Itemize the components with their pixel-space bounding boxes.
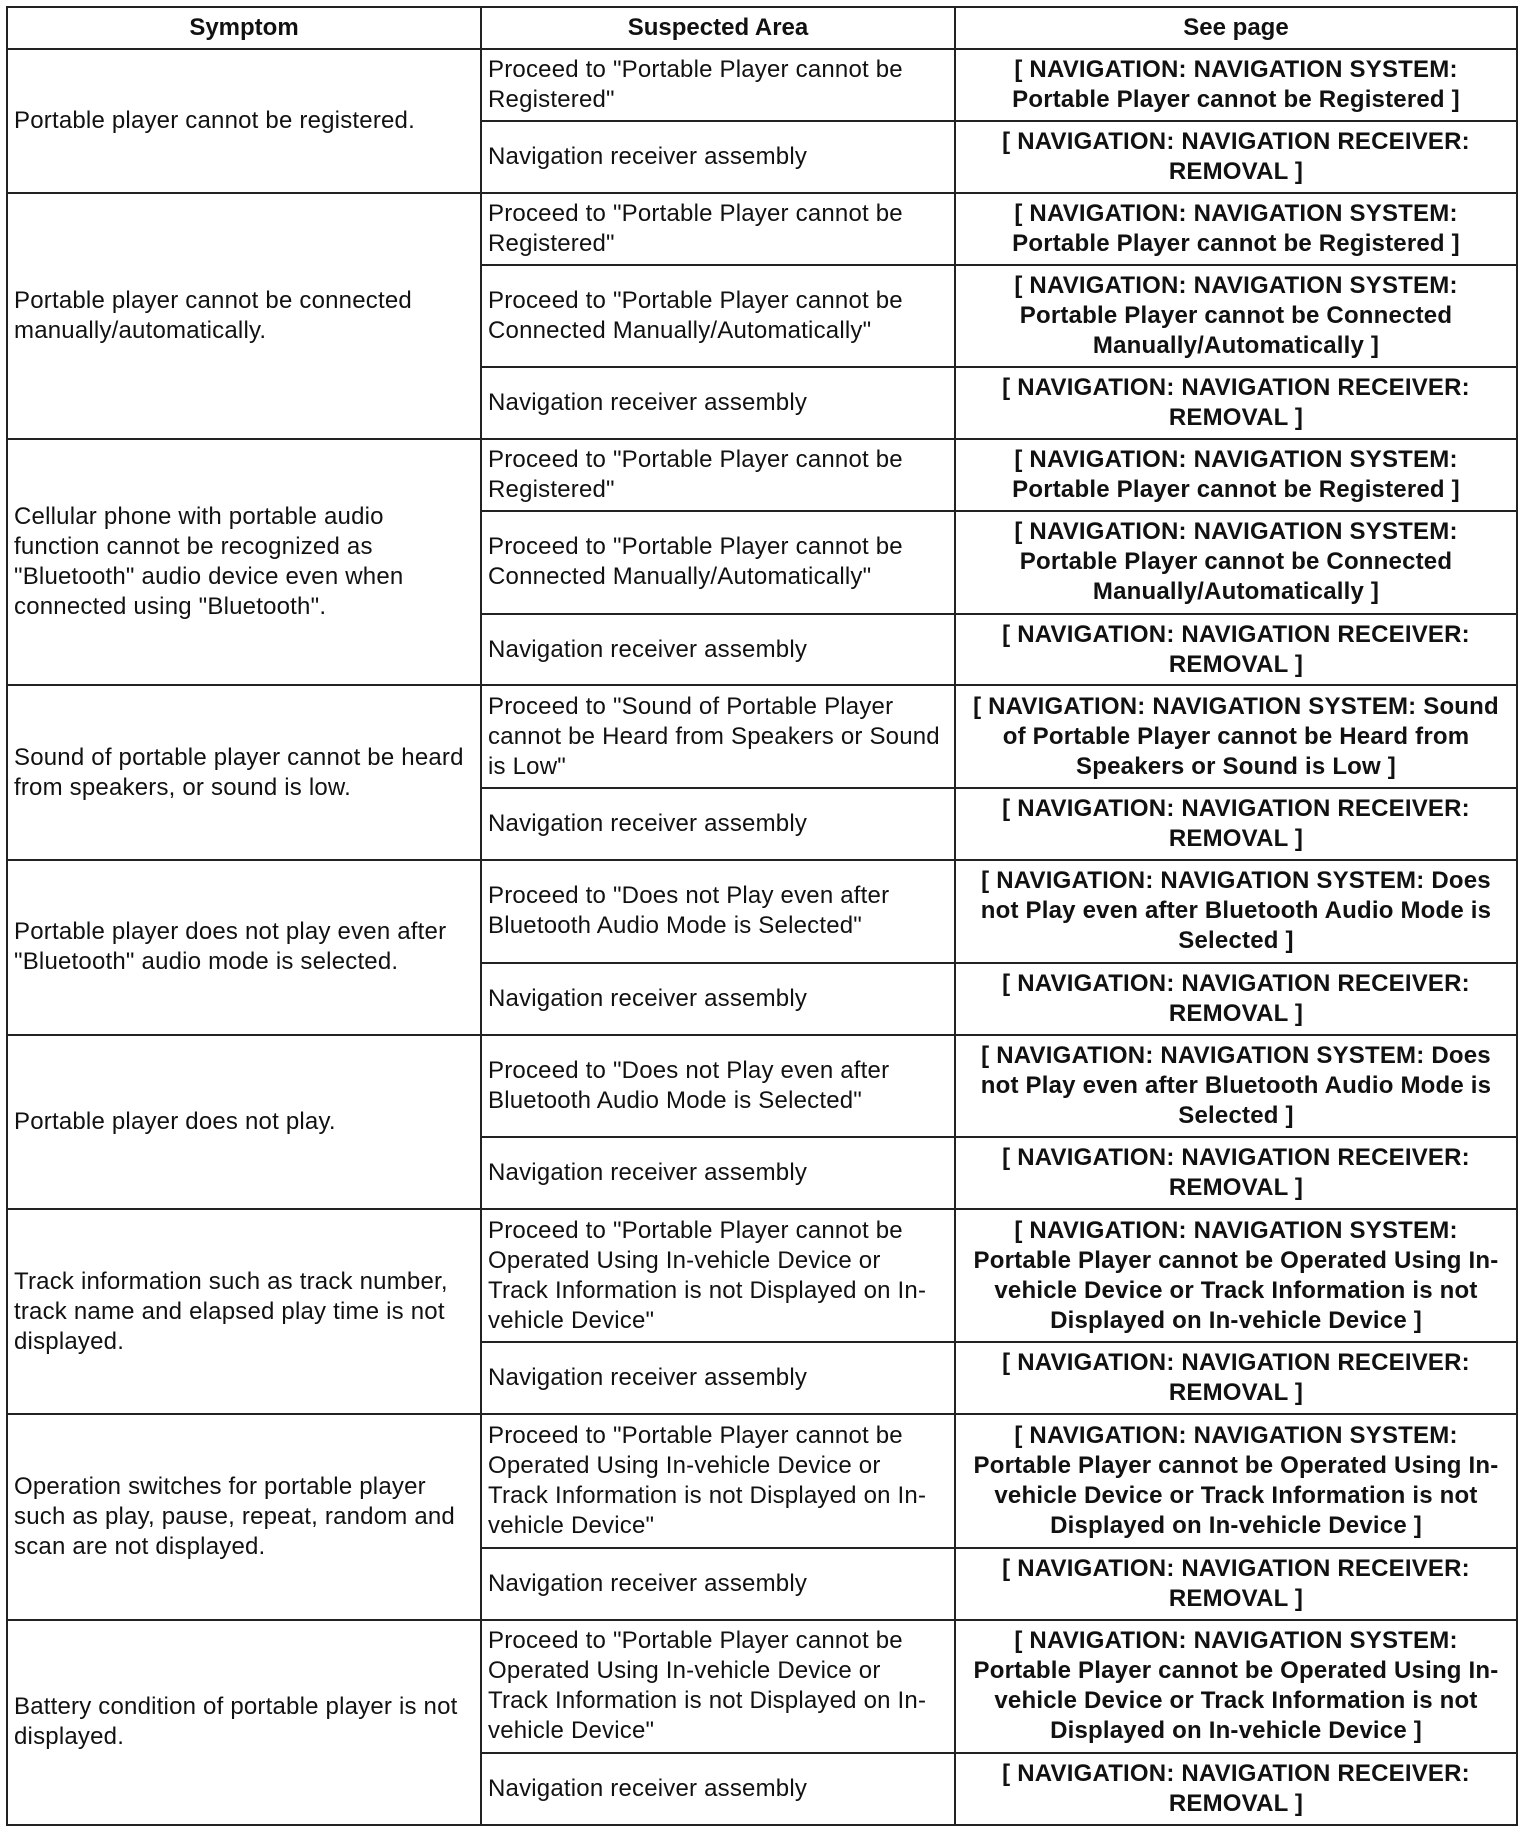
table-body [7,49,1517,1825]
see-page-link[interactable]: [ NAVIGATION: NAVIGATION SYSTEM: Does not Play even after Bluetooth Audio Mode is Selected ] [955,860,1517,963]
see-page-link[interactable]: [ NAVIGATION: NAVIGATION RECEIVER: REMOVAL ] [955,1137,1517,1209]
see-page-link[interactable]: [ NAVIGATION: NAVIGATION SYSTEM: Sound of Portable Player cannot be Heard from Speakers or Sound is Low ] [955,685,1517,788]
symptom-cell: Portable player cannot be registered. [7,49,481,193]
see-page-link[interactable]: [ NAVIGATION: NAVIGATION SYSTEM: Portable Player cannot be Connected Manually/Automatically ] [955,511,1517,614]
suspected-area-cell: Proceed to "Portable Player cannot be Connected Manually/Automatically" [481,511,955,614]
suspected-area-cell: Navigation receiver assembly [481,963,955,1035]
suspected-area-cell: Navigation receiver assembly [481,1342,955,1414]
symptom-cell: Sound of portable player cannot be heard from speakers, or sound is low. [7,685,481,860]
table-row [7,1035,1517,1138]
symptom-cell: Portable player cannot be connected manually/automatically. [7,193,481,439]
see-page-link[interactable]: [ NAVIGATION: NAVIGATION SYSTEM: Portable Player cannot be Operated Using In-vehicle Device or Track Information is not Displayed on In-vehicle Device ] [955,1414,1517,1547]
suspected-area-cell: Navigation receiver assembly [481,367,955,439]
suspected-area-cell: Navigation receiver assembly [481,1137,955,1209]
troubleshooting-sheet [6,6,1516,1826]
header-suspected-area: Suspected Area [481,7,955,49]
table-row [7,193,1517,265]
see-page-link[interactable]: [ NAVIGATION: NAVIGATION SYSTEM: Portable Player cannot be Registered ] [955,439,1517,511]
see-page-link[interactable]: [ NAVIGATION: NAVIGATION SYSTEM: Portable Player cannot be Connected Manually/Automatically ] [955,265,1517,368]
see-page-link[interactable]: [ NAVIGATION: NAVIGATION SYSTEM: Portable Player cannot be Operated Using In-vehicle Device or Track Information is not Displayed on In-vehicle Device ] [955,1209,1517,1342]
symptom-cell: Track information such as track number, track name and elapsed play time is not displayed. [7,1209,481,1414]
suspected-area-cell: Proceed to "Portable Player cannot be Connected Manually/Automatically" [481,265,955,368]
symptom-cell: Operation switches for portable player such as play, pause, repeat, random and scan are not displayed. [7,1414,481,1619]
see-page-link[interactable]: [ NAVIGATION: NAVIGATION RECEIVER: REMOVAL ] [955,367,1517,439]
table-row [7,439,1517,511]
table-row [7,1620,1517,1753]
see-page-link[interactable]: [ NAVIGATION: NAVIGATION RECEIVER: REMOVAL ] [955,1548,1517,1620]
symptom-cell: Cellular phone with portable audio function cannot be recognized as "Bluetooth" audio device even when connected using "Bluetooth". [7,439,481,685]
suspected-area-cell: Navigation receiver assembly [481,614,955,686]
see-page-link[interactable]: [ NAVIGATION: NAVIGATION RECEIVER: REMOVAL ] [955,963,1517,1035]
header-symptom: Symptom [7,7,481,49]
symptom-cell: Portable player does not play. [7,1035,481,1210]
suspected-area-cell: Proceed to "Portable Player cannot be Operated Using In-vehicle Device or Track Information is not Displayed on In-vehicle Device" [481,1209,955,1342]
see-page-link[interactable]: [ NAVIGATION: NAVIGATION RECEIVER: REMOVAL ] [955,1342,1517,1414]
suspected-area-cell: Proceed to "Portable Player cannot be Registered" [481,193,955,265]
header-see-page: See page [955,7,1517,49]
see-page-link[interactable]: [ NAVIGATION: NAVIGATION RECEIVER: REMOVAL ] [955,614,1517,686]
table-row [7,685,1517,788]
suspected-area-cell: Navigation receiver assembly [481,121,955,193]
suspected-area-cell: Proceed to "Portable Player cannot be Registered" [481,49,955,121]
table-row [7,49,1517,121]
symptom-cell: Battery condition of portable player is not displayed. [7,1620,481,1825]
suspected-area-cell: Proceed to "Does not Play even after Bluetooth Audio Mode is Selected" [481,860,955,963]
suspected-area-cell: Proceed to "Portable Player cannot be Registered" [481,439,955,511]
suspected-area-cell: Proceed to "Does not Play even after Bluetooth Audio Mode is Selected" [481,1035,955,1138]
suspected-area-cell: Proceed to "Portable Player cannot be Operated Using In-vehicle Device or Track Information is not Displayed on In-vehicle Device" [481,1620,955,1753]
see-page-link[interactable]: [ NAVIGATION: NAVIGATION SYSTEM: Does not Play even after Bluetooth Audio Mode is Selected ] [955,1035,1517,1138]
see-page-link[interactable]: [ NAVIGATION: NAVIGATION RECEIVER: REMOVAL ] [955,788,1517,860]
see-page-link[interactable]: [ NAVIGATION: NAVIGATION SYSTEM: Portable Player cannot be Registered ] [955,49,1517,121]
suspected-area-cell: Proceed to "Portable Player cannot be Operated Using In-vehicle Device or Track Information is not Displayed on In-vehicle Device" [481,1414,955,1547]
see-page-link[interactable]: [ NAVIGATION: NAVIGATION RECEIVER: REMOVAL ] [955,1753,1517,1825]
symptom-cell: Portable player does not play even after "Bluetooth" audio mode is selected. [7,860,481,1035]
table-row [7,1414,1517,1547]
suspected-area-cell: Navigation receiver assembly [481,1548,955,1620]
see-page-link[interactable]: [ NAVIGATION: NAVIGATION SYSTEM: Portable Player cannot be Operated Using In-vehicle Device or Track Information is not Displayed on In-vehicle Device ] [955,1620,1517,1753]
table-row [7,1209,1517,1342]
suspected-area-cell: Navigation receiver assembly [481,1753,955,1825]
suspected-area-cell: Navigation receiver assembly [481,788,955,860]
table-row [7,860,1517,963]
see-page-link[interactable]: [ NAVIGATION: NAVIGATION SYSTEM: Portable Player cannot be Registered ] [955,193,1517,265]
see-page-link[interactable]: [ NAVIGATION: NAVIGATION RECEIVER: REMOVAL ] [955,121,1517,193]
header-row [7,7,1517,49]
symptom-table [6,6,1518,1826]
suspected-area-cell: Proceed to "Sound of Portable Player cannot be Heard from Speakers or Sound is Low" [481,685,955,788]
